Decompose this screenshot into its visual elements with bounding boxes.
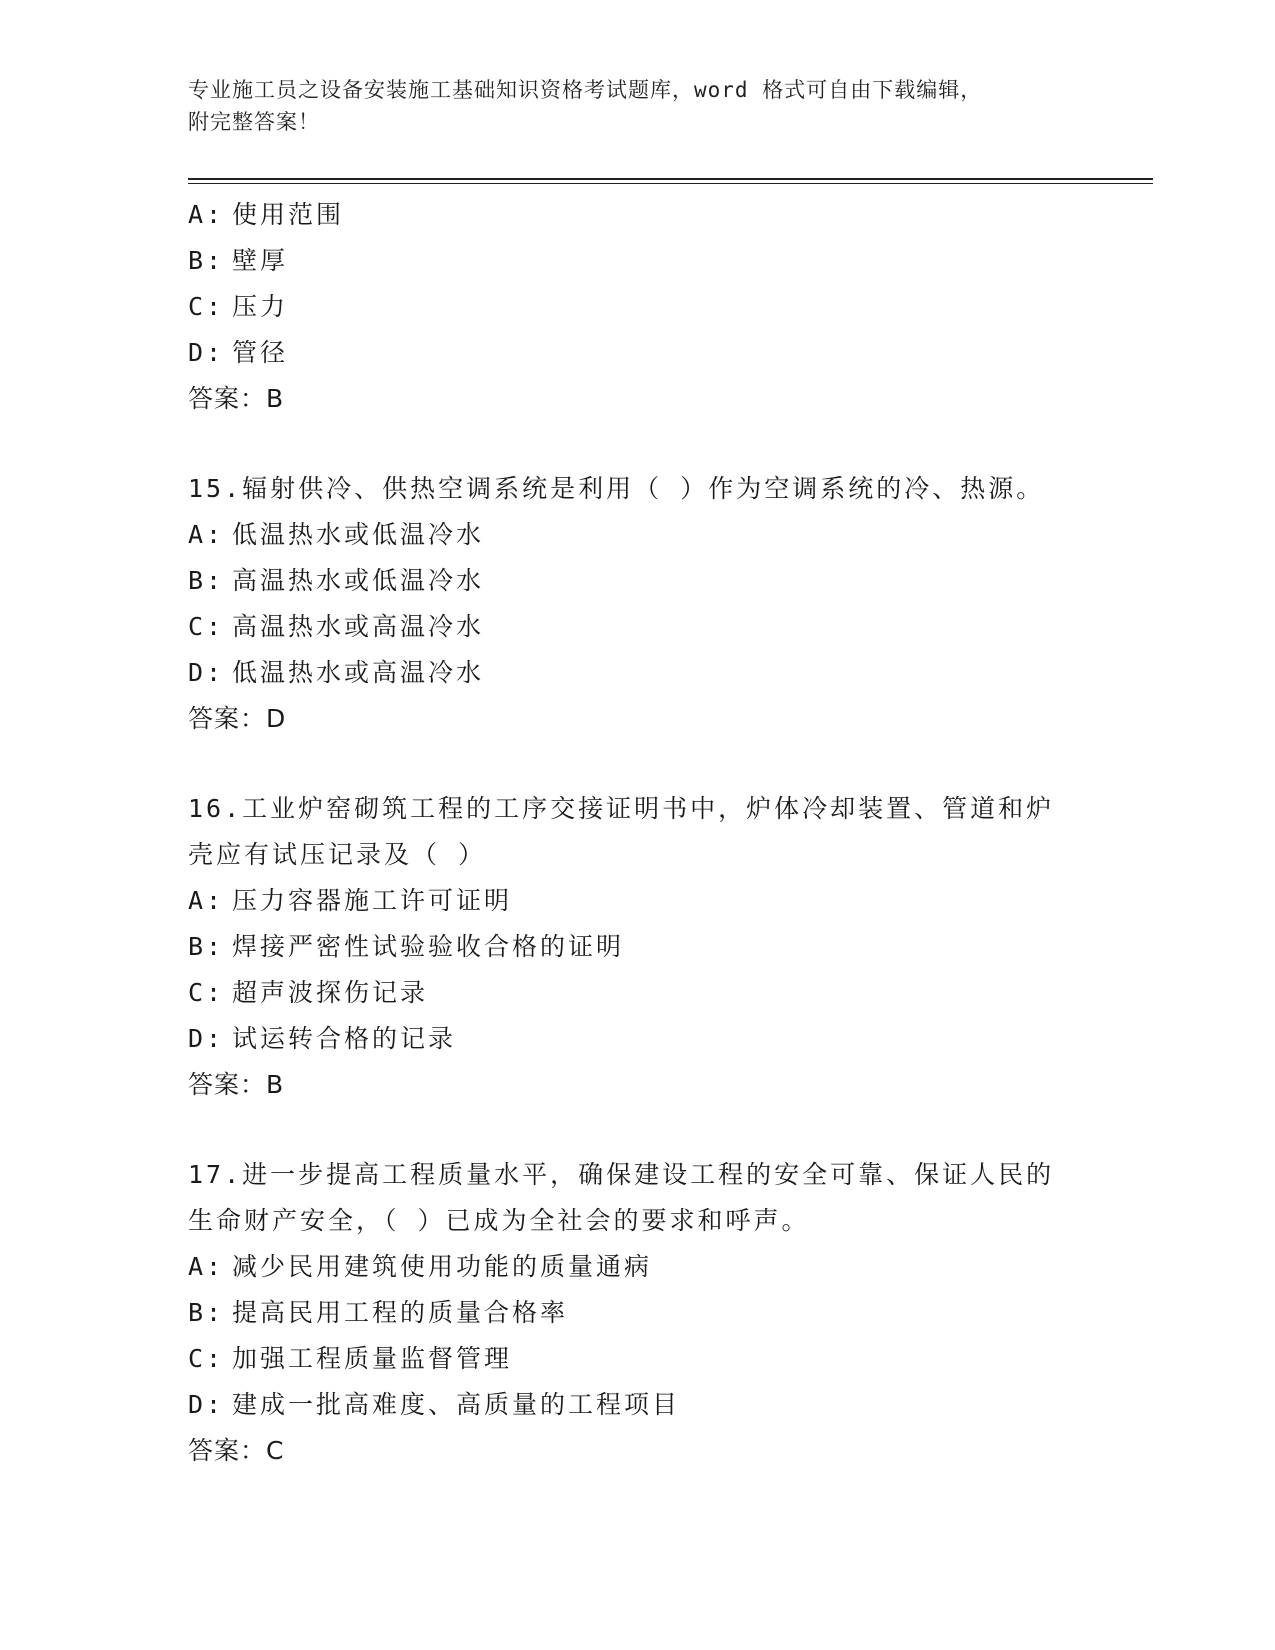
option-letter: B: <box>188 566 225 595</box>
option-text: 加强工程质量监督管理 <box>232 1344 513 1373</box>
option-letter: A: <box>188 1252 225 1281</box>
header-divider-thick <box>188 178 1153 180</box>
option-text: 低温热水或高温冷水 <box>232 658 485 687</box>
header-divider-thin <box>188 183 1153 184</box>
option-a <box>188 1244 1088 1290</box>
question-text <box>188 1152 1088 1244</box>
option-text: 建成一批高难度、高质量的工程项目 <box>232 1390 681 1419</box>
answer-line: 答案：D <box>188 704 287 733</box>
option-letter: B: <box>188 246 225 275</box>
option-a <box>188 878 1088 924</box>
question-text <box>188 786 1088 878</box>
option-a <box>188 512 1088 558</box>
header-line-1: 专业施工员之设备安装施工基础知识资格考试题库，word 格式可自由下载编辑， <box>188 78 983 102</box>
option-text: 试运转合格的记录 <box>232 1024 457 1053</box>
option-text: 减少民用建筑使用功能的质量通病 <box>232 1252 653 1281</box>
option-text: 使用范围 <box>232 200 345 229</box>
question-text-line: 15.辐射供冷、供热空调系统是利用（ ）作为空调系统的冷、热源。 <box>188 474 1045 503</box>
option-c <box>188 970 1088 1016</box>
header-line-2: 附完整答案！ <box>188 110 320 134</box>
option-text: 壁厚 <box>232 246 289 275</box>
option-letter: A: <box>188 886 225 915</box>
option-text: 高温热水或高温冷水 <box>232 612 485 641</box>
option-b <box>188 924 1088 970</box>
option-letter: A: <box>188 200 225 229</box>
option-letter: C: <box>188 612 225 641</box>
option-letter: A: <box>188 520 225 549</box>
option-c <box>188 604 1088 650</box>
question-text <box>188 466 1088 512</box>
option-letter: B: <box>188 932 225 961</box>
option-text: 焊接严密性试验验收合格的证明 <box>232 932 625 961</box>
option-letter: C: <box>188 978 225 1007</box>
option-d <box>188 330 1088 376</box>
question-text-line: 17.进一步提高工程质量水平，确保建设工程的安全可靠、保证人民的 <box>188 1160 1055 1189</box>
option-text: 低温热水或低温冷水 <box>232 520 485 549</box>
question-text-line: 16.工业炉窑砌筑工程的工序交接证明书中，炉体冷却装置、管道和炉 <box>188 794 1055 823</box>
option-letter: C: <box>188 1344 225 1373</box>
option-b <box>188 238 1088 284</box>
answer-line: 答案：B <box>188 1070 285 1099</box>
question-14 <box>188 192 1088 422</box>
option-c <box>188 1336 1088 1382</box>
option-d <box>188 1382 1088 1428</box>
document-header <box>188 74 1088 138</box>
option-b <box>188 558 1088 604</box>
option-c <box>188 284 1088 330</box>
option-a <box>188 192 1088 238</box>
question-16 <box>188 786 1088 1108</box>
answer-line: 答案：C <box>188 1436 285 1465</box>
option-text: 超声波探伤记录 <box>232 978 429 1007</box>
option-text: 压力 <box>232 292 289 321</box>
option-letter: D: <box>188 658 225 687</box>
option-text: 压力容器施工许可证明 <box>232 886 513 915</box>
question-text-line: 生命财产安全，（ ）已成为全社会的要求和呼声。 <box>188 1206 810 1235</box>
option-d <box>188 650 1088 696</box>
option-letter: D: <box>188 1390 225 1419</box>
question-list <box>188 192 1088 1474</box>
answer-line: 答案：B <box>188 384 285 413</box>
option-text: 提高民用工程的质量合格率 <box>232 1298 569 1327</box>
question-text-line: 壳应有试压记录及（ ） <box>188 840 487 869</box>
option-text: 管径 <box>232 338 289 367</box>
option-letter: B: <box>188 1298 225 1327</box>
option-d <box>188 1016 1088 1062</box>
question-17 <box>188 1152 1088 1474</box>
option-letter: D: <box>188 1024 225 1053</box>
option-letter: D: <box>188 338 225 367</box>
option-b <box>188 1290 1088 1336</box>
option-letter: C: <box>188 292 225 321</box>
question-15 <box>188 466 1088 742</box>
option-text: 高温热水或低温冷水 <box>232 566 485 595</box>
